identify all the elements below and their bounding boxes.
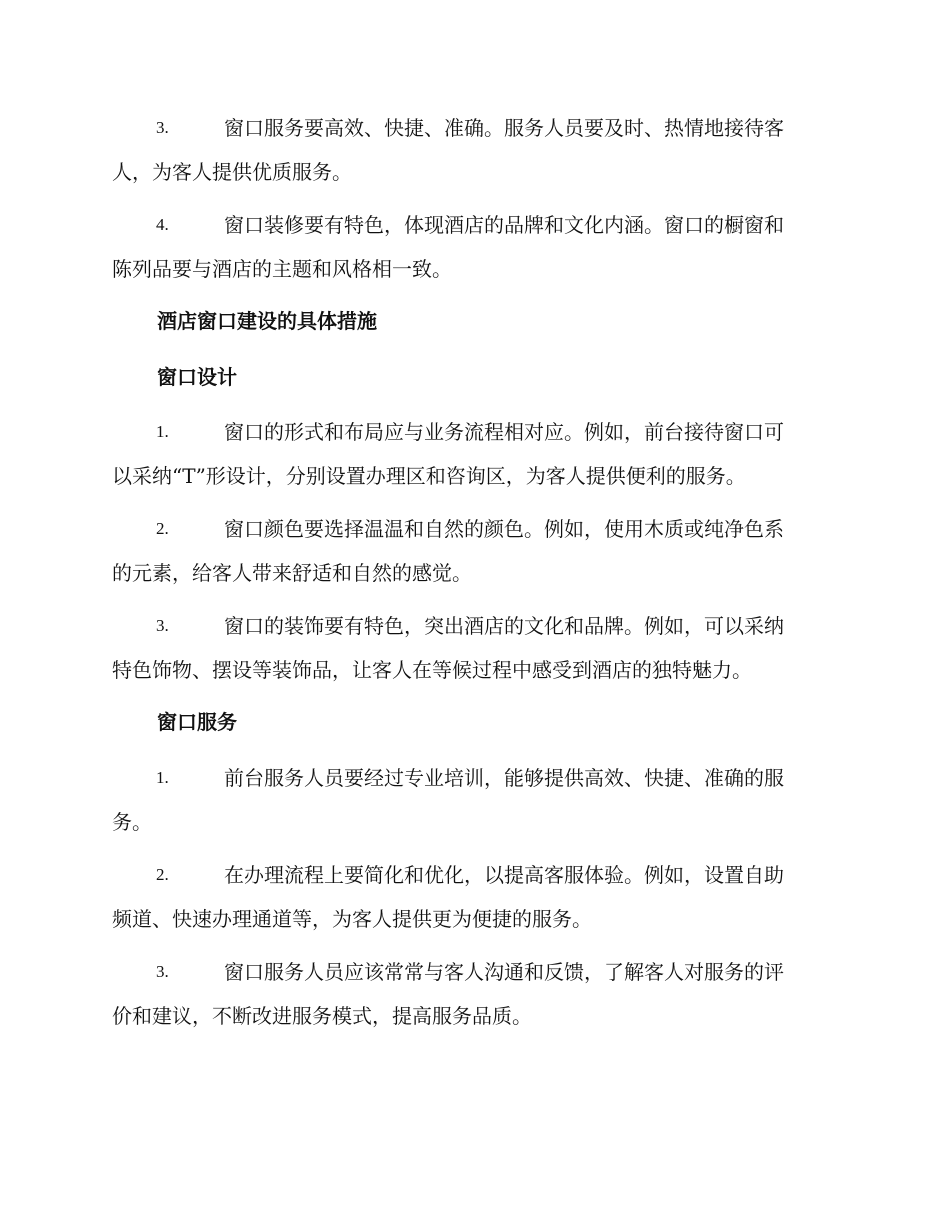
list-item-line-2: 特色饰物、摆设等装饰品，让客人在等候过程中感受到酒店的独特魅力。 (112, 658, 752, 682)
list-item (112, 756, 834, 844)
list-item-line-1 (110, 410, 834, 454)
list-item (112, 203, 834, 291)
list-item-line-1 (110, 950, 834, 994)
list-item-text: 窗口的形式和布局应与业务流程相对应。例如，前台接待窗口可 (224, 420, 784, 444)
list-item-number: 3. (156, 616, 169, 635)
list-item-number: 2. (156, 865, 169, 884)
subheading-service: 窗口服务 (157, 710, 237, 734)
list-item (112, 410, 834, 498)
list-item (112, 950, 834, 1038)
section-heading-measures: 酒店窗口建设的具体措施 (157, 309, 377, 333)
list-item-line-1 (110, 604, 834, 648)
list-item-number: 4. (156, 215, 169, 234)
list-item-line-2: 人，为客人提供优质服务。 (112, 160, 352, 184)
list-item-text: 窗口装修要有特色，体现酒店的品牌和文化内涵。窗口的橱窗和 (224, 213, 784, 237)
list-item-number: 3. (156, 118, 169, 137)
list-item-text: 在办理流程上要简化和优化，以提高客服体验。例如，设置自助 (224, 863, 784, 887)
list-item-line-2: 务。 (112, 810, 152, 834)
list-item-number: 1. (156, 768, 169, 787)
list-item-text: 前台服务人员要经过专业培训，能够提供高效、快捷、准确的服 (224, 766, 784, 790)
list-item-line-2: 以采纳“T”形设计，分别设置办理区和咨询区，为客人提供便利的服务。 (112, 464, 746, 488)
list-item-line-1 (110, 203, 834, 247)
list-item-line-1 (110, 106, 834, 150)
list-item-text: 窗口服务要高效、快捷、准确。服务人员要及时、热情地接待客 (224, 116, 784, 140)
list-item-text: 窗口颜色要选择温温和自然的颜色。例如，使用木质或纯净色系 (224, 517, 784, 541)
list-item-text: 窗口的装饰要有特色，突出酒店的文化和品牌。例如，可以采纳 (224, 614, 784, 638)
list-item-number: 3. (156, 962, 169, 981)
list-item-line-2: 频道、快速办理通道等，为客人提供更为便捷的服务。 (112, 907, 592, 931)
list-item-number: 2. (156, 519, 169, 538)
list-item-line-2: 陈列品要与酒店的主题和风格相一致。 (112, 257, 452, 281)
subheading-design: 窗口设计 (157, 365, 237, 389)
list-item-line-2: 的元素，给客人带来舒适和自然的感觉。 (112, 561, 472, 585)
list-item (112, 604, 834, 692)
list-item (112, 106, 834, 194)
list-item-line-2: 价和建议，不断改进服务模式，提高服务品质。 (112, 1004, 532, 1028)
list-item-line-1 (110, 507, 834, 551)
list-item (112, 507, 834, 595)
list-item-number: 1. (156, 422, 169, 441)
list-item-line-1 (110, 853, 834, 897)
list-item-text: 窗口服务人员应该常常与客人沟通和反馈，了解客人对服务的评 (224, 960, 784, 984)
list-item (112, 853, 834, 941)
list-item-line-1 (110, 756, 834, 800)
